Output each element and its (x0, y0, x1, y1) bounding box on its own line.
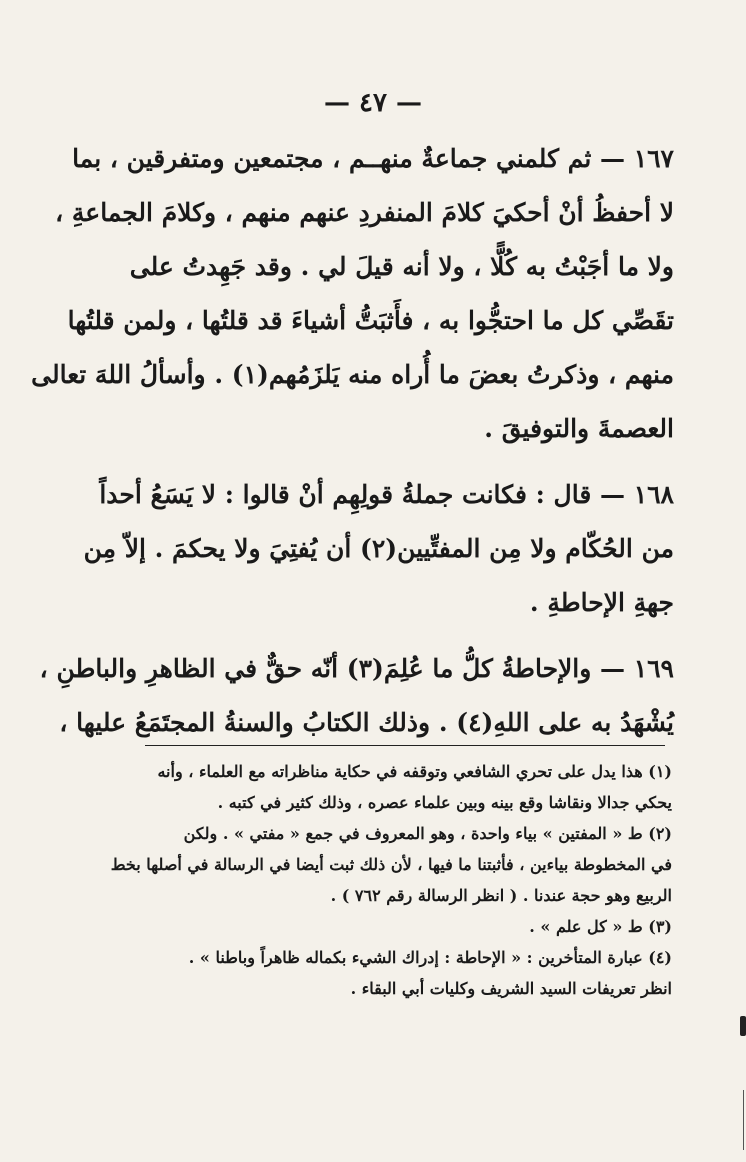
body-line: جهةِ الإحاطةِ . (529, 588, 674, 617)
body-line: لا أحفظُ أنْ أحكيَ كلامَ المنفردِ عنهم منهم ، وكلامَ الجماعةِ ، (55, 198, 674, 227)
footnote-line: الربيع وهو حجة عندنا . ( انظر الرسالة رقم ٧٦٢ ) . (330, 886, 672, 905)
body-line: ١٦٩ — والإحاطةُ كلُّ ما عُلِمَ(٣) أنّه حقٌّ في الظاهرِ والباطنِ ، (39, 654, 674, 683)
footnote-line: (١) هذا يدل على تحري الشافعي وتوقفه في حكاية مناظراته مع العلماء ، وأنه (157, 762, 672, 781)
main-text (31, 132, 674, 750)
body-line: العصمةَ والتوفيقَ . (484, 414, 674, 443)
body-line: ١٦٨ — قال : فكانت جملةُ قولِهِم أنْ قالوا : لا يَسَعُ أحداً (99, 480, 674, 509)
footnote-line: انظر تعريفات السيد الشريف وكليات أبي البقاء . (350, 979, 672, 998)
footnote-divider (145, 745, 665, 746)
footnote-line: (٣) ط « كل علم » . (529, 917, 672, 936)
page-edge-line (743, 1090, 744, 1150)
page-edge-mark (740, 1016, 746, 1036)
footnotes (110, 756, 672, 1004)
page-number: — ٤٧ — (323, 88, 423, 118)
paragraph-gap (104, 630, 674, 642)
footnote-line: (٤) عبارة المتأخرين : « الإحاطة : إدراك الشيء بكماله ظاهراً وباطنا » . (188, 948, 672, 967)
body-line: من الحُكّام ولا مِن المفتِّيين(٢) أن يُفتِيَ ولا يحكمَ . إلاّ مِن (83, 534, 674, 563)
footnote-line: (٢) ط « المفتين » بياء واحدة ، وهو المعروف في جمع « مفتي » . ولكن (183, 824, 672, 843)
body-line: تقَصِّي كل ما احتجُّوا به ، فأَثبَتُّ أشياءَ قد قلتُها ، ولمن قلتُها (67, 306, 674, 335)
footnote-line: في المخطوطة بياءين ، فأثبتنا ما فيها ، لأن ذلك ثبت أيضا في الرسالة في أصلها بخط (110, 855, 672, 874)
paragraph-gap (104, 456, 674, 468)
body-line: ولا ما أجَبْتُ به كُلًّا ، ولا أنه قيلَ لي . وقد جَهِدتُ على (129, 252, 674, 281)
footnote-line: يحكي جدالا ونقاشا وقع بينه وبين علماء عصره ، وذلك كثير في كتبه . (217, 793, 672, 812)
body-line: يُشْهَدُ به على اللهِ(٤) . وذلك الكتابُ والسنةُ المجتَمَعُ عليها ، (59, 708, 674, 737)
body-line: ١٦٧ — ثم كلمني جماعةٌ منهــم ، مجتمعين ومتفرقين ، بما (72, 144, 674, 173)
body-line: منهم ، وذكرتُ بعضَ ما أُراه منه يَلزَمُهم(١) . وأسألُ اللهَ تعالى (31, 360, 674, 389)
